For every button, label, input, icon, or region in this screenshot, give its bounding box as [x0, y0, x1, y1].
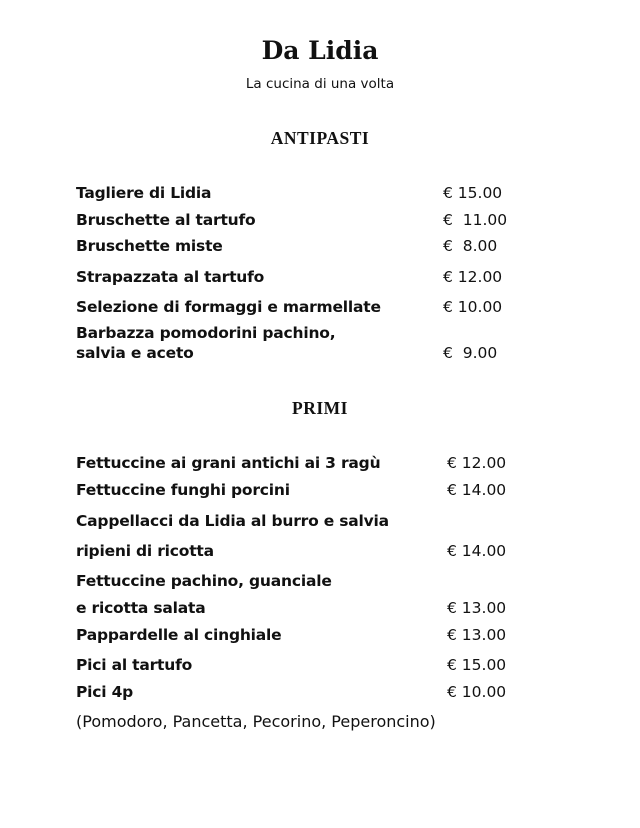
menu-item-price: € 10.00 [443, 298, 503, 316]
menu-item-price: € 13.00 [447, 626, 507, 644]
menu-item-name: Pici 4p [76, 683, 134, 701]
menu-item-price: € 9.00 [443, 344, 498, 362]
menu-item-price: € 14.00 [447, 481, 507, 499]
menu-item-name: Strapazzata al tartufo [76, 268, 265, 286]
menu-item-price: € 11.00 [443, 211, 508, 229]
menu-item-price: € 15.00 [443, 184, 503, 202]
menu-item-name: Fettuccine funghi porcini [76, 481, 290, 499]
menu-item-name: Cappellacci da Lidia al burro e salvia [76, 512, 389, 530]
menu-item-name: Pappardelle al cinghiale [76, 626, 282, 644]
menu-item-note: (Pomodoro, Pancetta, Pecorino, Peperoncino) [76, 712, 436, 731]
menu-item-name-continued: ripieni di ricotta [76, 542, 214, 560]
menu-item-name: Fettuccine pachino, guanciale [76, 572, 332, 590]
menu-item-price: € 10.00 [447, 683, 507, 701]
menu-item-price: € 12.00 [443, 268, 503, 286]
menu-item-name: Barbazza pomodorini pachino, [76, 324, 336, 342]
section-heading-primi: PRIMI [292, 398, 348, 418]
menu-item-name-continued: salvia e aceto [76, 344, 194, 362]
menu-item-name: Tagliere di Lidia [76, 184, 212, 202]
menu-item-name-continued: e ricotta salata [76, 599, 206, 617]
menu-item-price: € 15.00 [447, 656, 507, 674]
restaurant-subtitle: La cucina di una volta [245, 76, 395, 92]
menu-item-price: € 12.00 [447, 454, 507, 472]
menu-item-name: Pici al tartufo [76, 656, 193, 674]
restaurant-title: Da Lidia [261, 36, 379, 65]
menu-item-name: Bruschette miste [76, 237, 223, 255]
menu-item-name: Fettuccine ai grani antichi ai 3 ragù [76, 454, 381, 472]
menu-item-price: € 8.00 [443, 237, 498, 255]
menu-item-name: Selezione di formaggi e marmellate [76, 298, 381, 316]
menu-item-name: Bruschette al tartufo [76, 211, 256, 229]
menu-item-price: € 14.00 [447, 542, 507, 560]
section-heading-antipasti: ANTIPASTI [270, 128, 370, 148]
menu-item-price: € 13.00 [447, 599, 507, 617]
